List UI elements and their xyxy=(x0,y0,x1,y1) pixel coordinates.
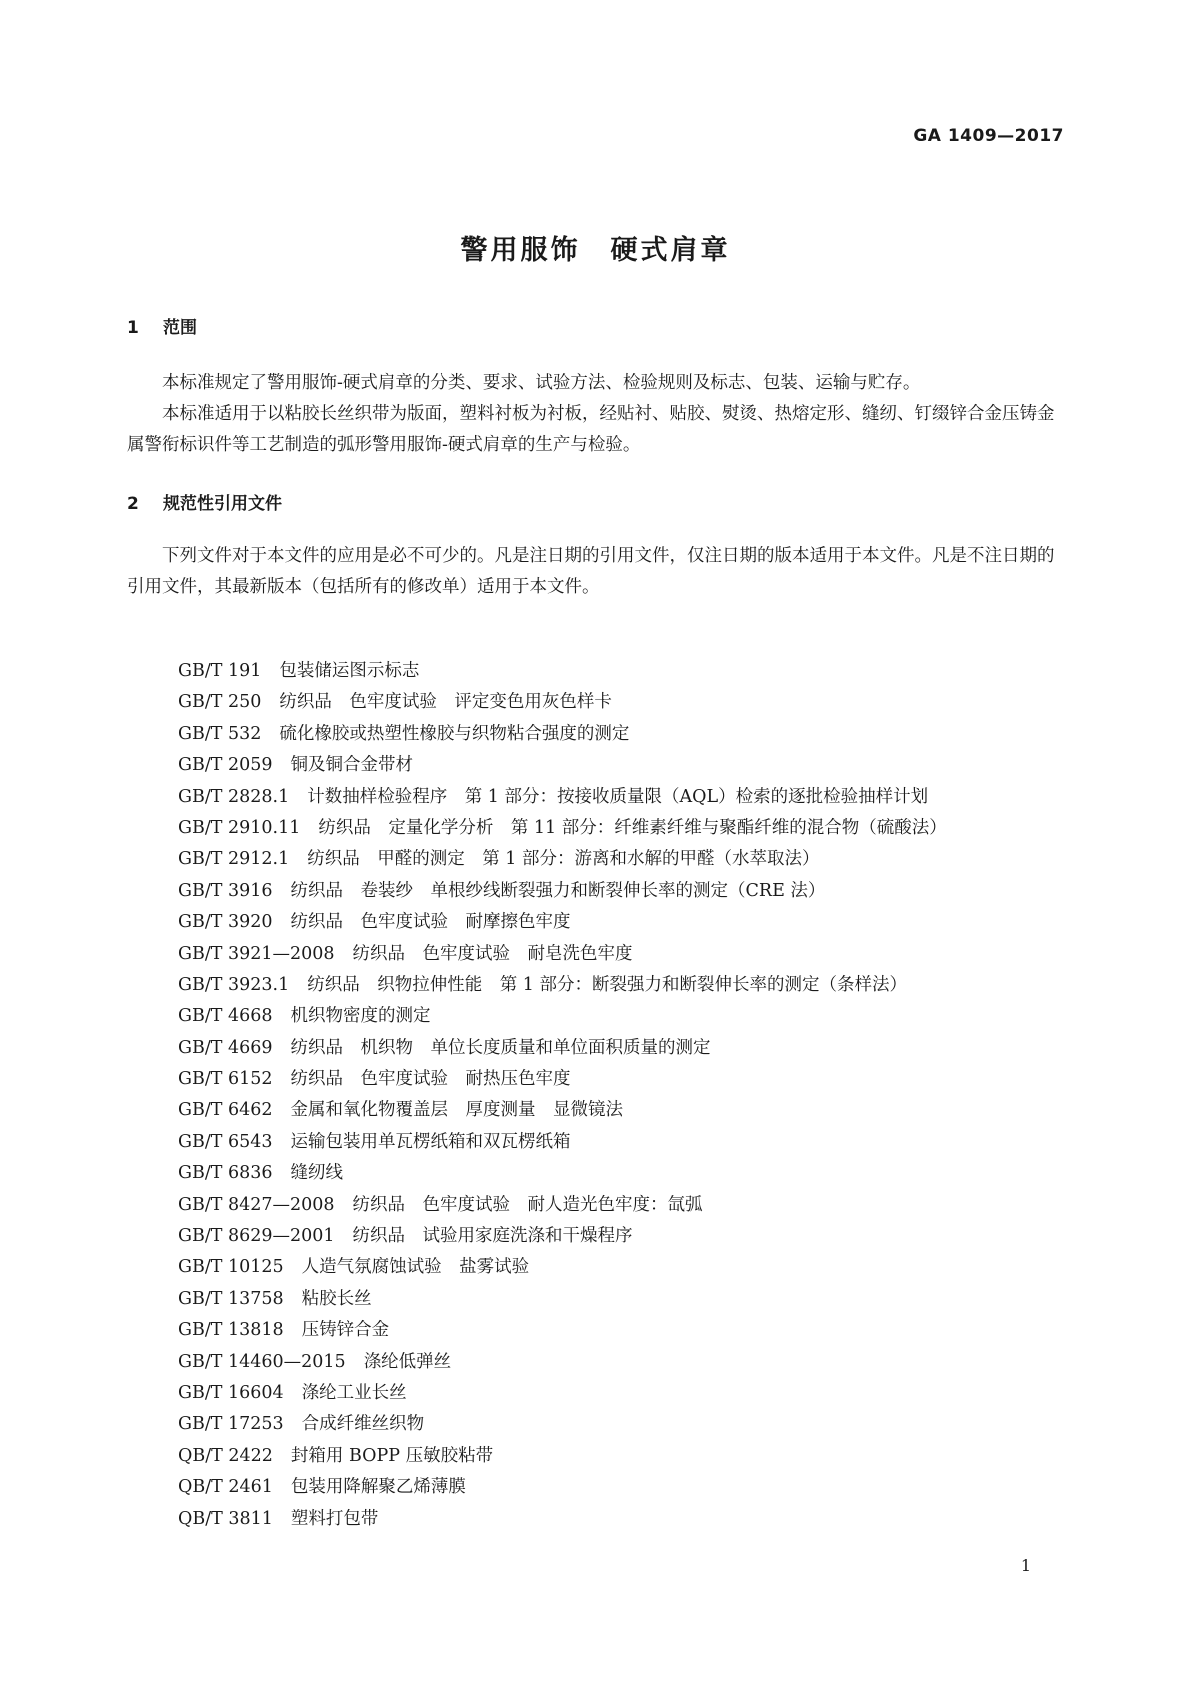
reference-item xyxy=(178,1001,947,1032)
reference-item xyxy=(178,1409,947,1440)
reference-item xyxy=(178,1064,947,1095)
reference-code: GB/T 532 xyxy=(178,723,262,744)
reference-title: 压铸锌合金 xyxy=(301,1320,390,1341)
reference-title: 计数抽样检验程序 第 1 部分：按接收质量限（AQL）检索的逐批检验抽样计划 xyxy=(307,786,929,807)
reference-code: GB/T 13818 xyxy=(178,1320,284,1341)
reference-item xyxy=(178,1190,947,1221)
reference-item xyxy=(178,656,947,687)
reference-item xyxy=(178,1378,947,1409)
reference-title: 纺织品 色牢度试验 耐皂洗色牢度 xyxy=(352,943,633,964)
section-1-heading xyxy=(127,313,197,338)
reference-title: 包装储运图示标志 xyxy=(279,661,420,681)
reference-title: 塑料打包带 xyxy=(290,1508,379,1529)
reference-code: QB/T 2422 xyxy=(178,1445,273,1466)
reference-code: GB/T 6462 xyxy=(178,1100,273,1121)
reference-item xyxy=(178,844,947,875)
reference-title: 粘胶长丝 xyxy=(301,1288,372,1309)
reference-title: 纺织品 试验用家庭洗涤和干燥程序 xyxy=(352,1226,633,1247)
section-number: 1 xyxy=(127,318,139,338)
reference-title: 纺织品 卷装纱 单根纱线断裂强力和断裂伸长率的测定（CRE 法） xyxy=(290,880,826,901)
reference-title: 包装用降解聚乙烯薄膜 xyxy=(290,1477,466,1498)
reference-title: 纺织品 定量化学分析 第 11 部分：纤维素纤维与聚酯纤维的混合物（硫酸法） xyxy=(318,817,947,838)
reference-title: 机织物密度的测定 xyxy=(290,1006,431,1027)
reference-title: 纺织品 机织物 单位长度质量和单位面积质量的测定 xyxy=(290,1037,711,1058)
reference-code: GB/T 3921—2008 xyxy=(178,943,335,964)
reference-title: 纺织品 色牢度试验 评定变色用灰色样卡 xyxy=(279,692,612,713)
reference-code: GB/T 2912.1 xyxy=(178,849,290,870)
paragraph: 下列文件对于本文件的应用是必不可少的。凡是注日期的引用文件，仅注日期的版本适用于本文件。凡是不注日期的引用文件，其最新版本（包括所有的修改单）适用于本文件。 xyxy=(127,546,1055,597)
reference-code: GB/T 2910.11 xyxy=(178,817,301,838)
reference-code: GB/T 2828.1 xyxy=(178,786,290,807)
reference-item xyxy=(178,1158,947,1189)
standard-code: GA 1409—2017 xyxy=(913,126,1064,146)
page-number: 1 xyxy=(1020,1556,1031,1575)
reference-code: GB/T 10125 xyxy=(178,1257,284,1278)
reference-item xyxy=(178,1095,947,1126)
reference-item xyxy=(178,1033,947,1064)
reference-item xyxy=(178,1221,947,1252)
reference-item xyxy=(178,1127,947,1158)
reference-title: 金属和氧化物覆盖层 厚度测量 显微镜法 xyxy=(290,1100,624,1121)
reference-item xyxy=(178,1347,947,1378)
reference-title: 纺织品 色牢度试验 耐热压色牢度 xyxy=(290,1069,571,1090)
reference-code: GB/T 191 xyxy=(178,661,262,681)
reference-title: 封箱用 BOPP 压敏胶粘带 xyxy=(290,1445,494,1466)
paragraph: 本标准规定了警用服饰-硬式肩章的分类、要求、试验方法、检验规则及标志、包装、运输与贮存。 xyxy=(162,373,921,393)
reference-code: QB/T 2461 xyxy=(178,1477,273,1498)
reference-title: 人造气氛腐蚀试验 盐雾试验 xyxy=(301,1257,530,1278)
reference-code: GB/T 16604 xyxy=(178,1382,284,1403)
reference-title: 运输包装用单瓦楞纸箱和双瓦楞纸箱 xyxy=(290,1131,571,1152)
section-number: 2 xyxy=(127,494,139,514)
reference-code: GB/T 6836 xyxy=(178,1163,273,1184)
reference-title: 缝纫线 xyxy=(290,1163,344,1184)
reference-code: GB/T 4669 xyxy=(178,1037,273,1058)
section-2-intro xyxy=(127,541,1067,603)
reference-item xyxy=(178,907,947,938)
reference-code: GB/T 3923.1 xyxy=(178,974,290,995)
reference-code: GB/T 6152 xyxy=(178,1069,273,1090)
reference-code: GB/T 3916 xyxy=(178,880,273,901)
reference-title: 纺织品 织物拉伸性能 第 1 部分：断裂强力和断裂伸长率的测定（条样法） xyxy=(307,974,907,995)
document-title: 警用服饰 硬式肩章 xyxy=(460,235,731,266)
reference-code: GB/T 6543 xyxy=(178,1131,273,1152)
reference-item xyxy=(178,939,947,970)
reference-title: 纺织品 甲醛的测定 第 1 部分：游离和水解的甲醛（水萃取法） xyxy=(307,849,820,870)
section-2-heading xyxy=(127,489,282,514)
reference-item xyxy=(178,876,947,907)
reference-item xyxy=(178,687,947,718)
reference-title: 涤纶低弹丝 xyxy=(363,1351,452,1372)
reference-code: GB/T 8427—2008 xyxy=(178,1194,335,1215)
reference-item xyxy=(178,1441,947,1472)
reference-code: GB/T 8629—2001 xyxy=(178,1226,335,1247)
reference-item xyxy=(178,1504,947,1535)
reference-code: GB/T 4668 xyxy=(178,1006,273,1027)
paragraph: 本标准适用于以粘胶长丝织带为版面，塑料衬板为衬板，经贴衬、贴胶、熨烫、热熔定形、缝纫、钉缀锌合金压铸金属警衔标识件等工艺制造的弧形警用服饰-硬式肩章的生产与检验。 xyxy=(127,404,1055,455)
reference-list xyxy=(178,656,947,1535)
reference-item xyxy=(178,750,947,781)
reference-item xyxy=(178,1284,947,1315)
reference-title: 纺织品 色牢度试验 耐摩擦色牢度 xyxy=(290,912,571,933)
reference-item xyxy=(178,1252,947,1283)
reference-code: GB/T 250 xyxy=(178,692,262,713)
reference-code: GB/T 14460—2015 xyxy=(178,1351,346,1372)
section-1-body xyxy=(127,368,1067,461)
reference-code: GB/T 13758 xyxy=(178,1288,284,1309)
section-title: 范围 xyxy=(163,318,197,338)
reference-code: GB/T 17253 xyxy=(178,1414,284,1435)
reference-item xyxy=(178,813,947,844)
reference-item xyxy=(178,1472,947,1503)
reference-code: QB/T 3811 xyxy=(178,1508,273,1529)
reference-code: GB/T 3920 xyxy=(178,912,273,933)
reference-title: 纺织品 色牢度试验 耐人造光色牢度：氙弧 xyxy=(352,1194,703,1215)
reference-item xyxy=(178,970,947,1001)
section-title: 规范性引用文件 xyxy=(163,494,282,514)
reference-title: 合成纤维丝织物 xyxy=(301,1414,425,1435)
reference-item xyxy=(178,1315,947,1346)
reference-code: GB/T 2059 xyxy=(178,755,273,776)
reference-title: 硫化橡胶或热塑性橡胶与织物粘合强度的测定 xyxy=(279,723,630,744)
reference-title: 涤纶工业长丝 xyxy=(301,1382,407,1403)
reference-item xyxy=(178,719,947,750)
reference-item xyxy=(178,782,947,813)
reference-title: 铜及铜合金带材 xyxy=(290,755,414,776)
